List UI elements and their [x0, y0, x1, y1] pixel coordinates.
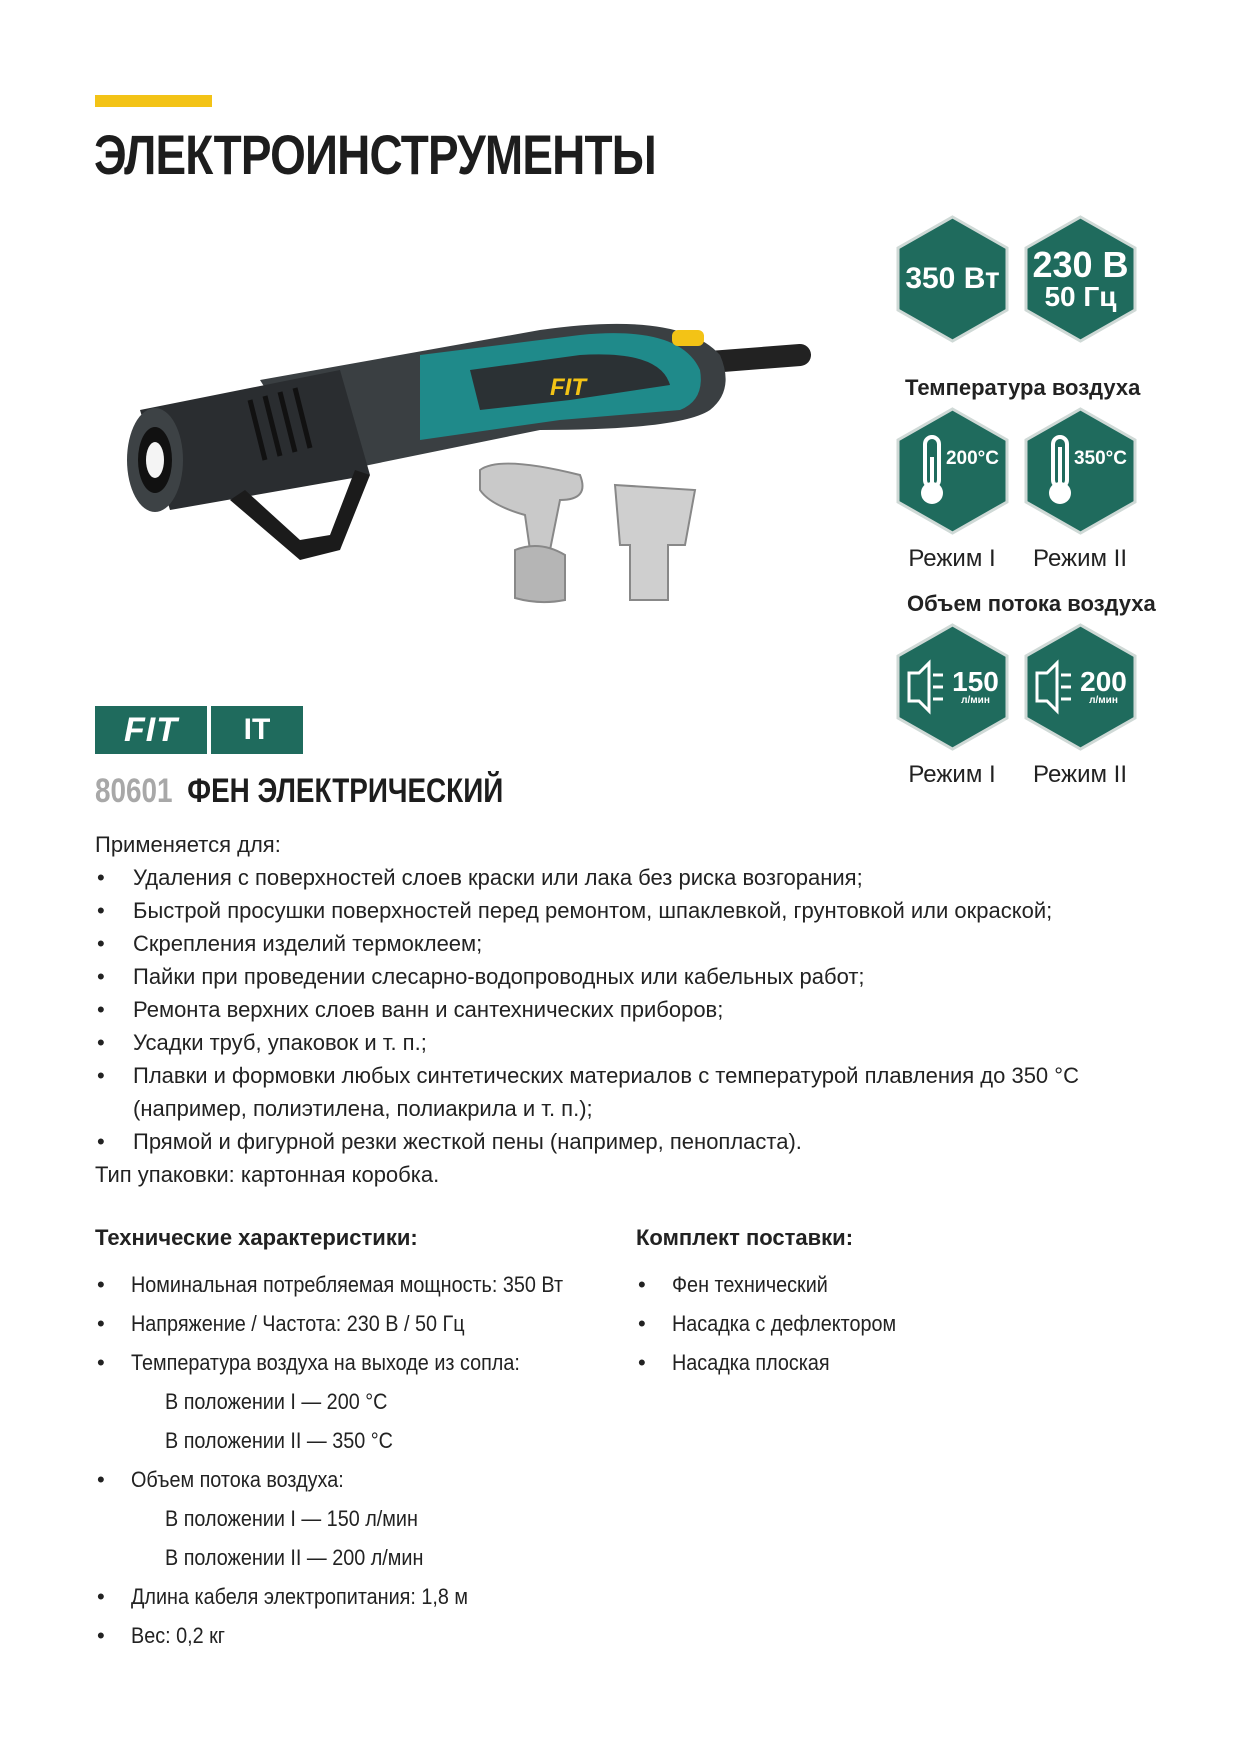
spec-item: • Объем потока воздуха: [95, 1460, 615, 1499]
spec-subitem: В положении I — 150 л/мин [165, 1506, 418, 1531]
temp-mode2-badge [1023, 407, 1138, 535]
temp-mode1-badge [895, 407, 1010, 535]
spec-item: • Номинальная потребляемая мощность: 350 Вт [95, 1265, 615, 1304]
kit-item: • Фен технический [636, 1265, 1136, 1304]
kit-section [636, 1225, 1136, 1382]
brand-logo [95, 706, 303, 754]
list-item: • Усадки труб, упаковок и т. п.; [95, 1026, 1175, 1059]
usage-section [95, 828, 1175, 1191]
list-item: • Прямой и фигурной резки жесткой пены (например, пенопласта). [95, 1125, 1175, 1158]
brand-fit: FIT [95, 706, 207, 754]
voltage-badge [1023, 215, 1138, 343]
kit-heading: Комплект поставки: [636, 1225, 854, 1250]
temp-mode1-label: Режим I [908, 545, 996, 572]
spec-item: • Длина кабеля электропитания: 1,8 м [95, 1577, 615, 1616]
list-item: • Быстрой просушки поверхностей перед ремонтом, шпаклевкой, грунтовкой или окраской; [95, 894, 1175, 927]
packaging-type: Тип упаковки: картонная коробка. [95, 1162, 440, 1187]
product-code: 80601 [95, 772, 173, 810]
spec-subitem: В положении II — 200 л/мин [165, 1545, 424, 1570]
spec-subitem: В положении II — 350 °С [165, 1428, 393, 1453]
flow-mode1-badge [895, 623, 1010, 751]
flow-mode2-label: Режим II [1033, 761, 1127, 788]
spec-item: • Напряжение / Частота: 230 В / 50 Гц [95, 1304, 615, 1343]
usage-intro: Применяется для: [95, 832, 281, 857]
brand-it: IT [211, 706, 303, 754]
flow-mode1-unit: л/мин [961, 695, 990, 706]
flow-mode2-unit: л/мин [1089, 695, 1118, 706]
product-name: ФЕН ЭЛЕКТРИЧЕСКИЙ [187, 772, 504, 810]
power-badge [895, 215, 1010, 343]
voltage-value: 230 В [1032, 244, 1129, 285]
spec-item: • Температура воздуха на выходе из сопла: [95, 1343, 615, 1382]
list-item: • Плавки и формовки любых синтетических материалов с температурой плавления до 350 °С (например, полиэтилена, полиакрила и т. п.); [95, 1059, 1175, 1125]
specs-heading: Технические характеристики: [95, 1225, 418, 1250]
temp-mode1-value: 200°C [945, 448, 1000, 469]
frequency-value: 50 Гц [1044, 281, 1117, 312]
svg-text:FIT: FIT [550, 374, 586, 401]
heat-gun-image [120, 300, 820, 680]
temp-mode2-value: 350°C [1073, 448, 1128, 469]
accent-bar [95, 95, 212, 107]
flow-mode2-value: 200 [1080, 666, 1127, 697]
list-item: • Скрепления изделий термоклеем; [95, 927, 1175, 960]
usage-list [95, 861, 1175, 1158]
list-item: • Удаления с поверхностей слоев краски или лака без риска возгорания; [95, 861, 1175, 894]
section-title: ЭЛЕКТРОИНСТРУМЕНТЫ [94, 123, 656, 186]
temp-mode2-label: Режим II [1033, 545, 1127, 572]
spec-subitem: В положении I — 200 °С [165, 1389, 388, 1414]
kit-item: • Насадка с дефлектором [636, 1304, 1136, 1343]
list-item: • Ремонта верхних слоев ванн и сантехнических приборов; [95, 993, 1175, 1026]
flow-heading: Объем потока воздуха [907, 591, 1156, 616]
power-value: 350 Вт [905, 262, 1000, 295]
list-item: • Пайки при проведении слесарно-водопроводных или кабельных работ; [95, 960, 1175, 993]
flow-mode2-badge [1023, 623, 1138, 751]
specs-section [95, 1225, 615, 1655]
flow-mode1-label: Режим I [908, 761, 996, 788]
kit-item: • Насадка плоская [636, 1343, 1136, 1382]
product-title [95, 772, 503, 811]
spec-item: • Вес: 0,2 кг [95, 1616, 615, 1655]
flow-mode1-value: 150 [952, 666, 999, 697]
temperature-heading: Температура воздуха [905, 375, 1141, 400]
